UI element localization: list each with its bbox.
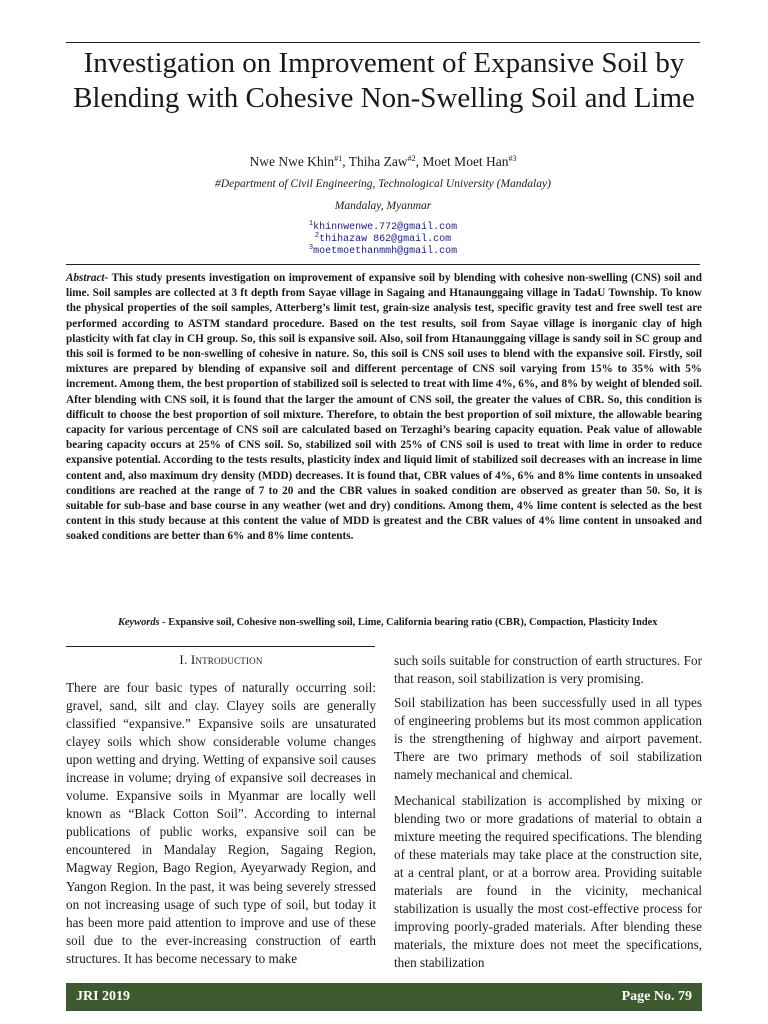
email-address[interactable]: khinnwenwe.772@gmail.com bbox=[313, 222, 458, 233]
page-footer bbox=[66, 983, 702, 1011]
section-rule bbox=[66, 646, 375, 647]
email-entry[interactable] bbox=[66, 234, 700, 246]
author-name: Nwe Nwe Khin bbox=[249, 154, 335, 169]
paper-title: Investigation on Improvement of Expansive Soil by Blending with Cohesive Non-Swelling Soil and Lime bbox=[73, 47, 695, 114]
abstract-label: Abstract- bbox=[66, 272, 109, 284]
email-mark: 1 bbox=[308, 220, 314, 228]
email-mark: 3 bbox=[308, 244, 314, 252]
section-heading-introduction: I. Introduction bbox=[179, 652, 263, 667]
author-name: Thiha Zaw bbox=[348, 154, 408, 169]
email-address[interactable]: thihazaw 862@gmail.com bbox=[319, 234, 452, 245]
author-mark: #2 bbox=[407, 154, 416, 163]
email-entry[interactable] bbox=[66, 222, 700, 234]
affiliation-city: Mandalay, Myanmar bbox=[334, 200, 432, 212]
keywords bbox=[118, 616, 759, 630]
author-name: Moet Moet Han bbox=[422, 154, 509, 169]
abstract-rule bbox=[66, 264, 700, 265]
abstract bbox=[66, 271, 702, 545]
email-address[interactable]: moetmoethanmmh@gmail.com bbox=[313, 246, 458, 257]
keywords-label: Keywords - bbox=[118, 617, 166, 628]
intro-right-paragraph-1: such soils suitable for construction of earth structures. For that reason, soil stabilization is very promising. bbox=[394, 653, 702, 687]
keywords-text: Expansive soil, Cohesive non-swelling soil, Lime, California bearing ratio (CBR), Compaction, Plasticity Index bbox=[165, 617, 658, 628]
intro-left-paragraph: There are four basic types of naturally occurring soil: gravel, sand, silt and clay. Clayey soils are generally classified “expansive.” Expansive soils are unsaturated clayey soils which show considerable volume changes upon wetting and drying. Wetting of expansive soil causes increase in volume; drying of expansive soil decreases in volume. Expansive soils in Myanmar are locally well known as “Black Cotton Soil”. According to internal publications of public works, expansive soil can be encountered in Mandalay Region, Sagaing Region, Magway Region, Bago Region, Ayeyarwady Region, and Yangon Region. In the past, it was being severely stressed on not increasing usage of such type of soil, but today it has been more paid attention to improve and use of these soil due to the ever-increasing construction of earth structures. It has become necessary to make bbox=[66, 680, 376, 966]
author-separator: , bbox=[342, 154, 349, 169]
author-line bbox=[66, 154, 700, 170]
abstract-text: This study presents investigation on improvement of expansive soil by blending with cohesive non-swelling (CNS) soil and lime. Soil samples are collected at 3 ft depth from Sayae village in Sagaing and Htanaunggaing village in TadaU Township. To know the physical properties of the soil samples, Atterberg’s limit test, grain-size analysis test, specific gravity test and free swell test are performed according to ASTM standard procedure. Based on the test results, soil from Sayae village is inorganic clay of high plasticity with fat clay in CH group. So, this soil is expansive soil. Also, soil from Htanaunggaing village is sandy soil in SC group and this soil is formed to be non-swelling of cohesive in nature. So, this soil is CNS soil uses to blend with the expansive soil. Firstly, soil mixtures are prepared by blending of expansive soil and different percentage of CNS soil varying from 15% to 35% with 5% increment. Among them, the best proportion of stabilized soil is selected to treat with lime 4%, 6%, and 8% by weight of blended soil. After blending with CNS soil, it is found that the larger the amount of CNS soil, the greater the values of CBR. So, this condition is difficult to choose the best proportion of soil mixture. Therefore, to obtain the best proportion of soil mixture, the allowable bearing capacity for various percentage of CNS soil are calculated based on Terzaghi’s bearing capacity equation. Peak value of allowable bearing capacity occurs at 25% of CNS soil. So, stabilized soil with 25% of CNS soil is used to treat with lime in order to reduce expansive potential. According to the tests results, plasticity index and liquid limit of stabilized soil decreases with an increase in lime content and, also maximum dry density (MDD) decreases. It is found that, CBR values of 4%, 6% and 8% lime contents in unsoaked conditions are reached at the range of 7 to 20 and the CBR values in soaked condition are observed as greater than 50. So, it is suitable for sub-base and base course in any weather (wet and dry) conditions. Among them, 4% lime content is selected as the best content in this study because at this content the value of MDD is greatest and the CBR values of 4% lime content in unsoaked and soaked conditions are better than 6% and 8% lime contents. bbox=[66, 272, 702, 543]
email-list bbox=[66, 222, 700, 258]
email-mark: 2 bbox=[314, 232, 320, 240]
intro-right-paragraph-2: Soil stabilization has been successfully used in all types of engineering problems but its most common application is the strengthening of highway and airport pavement. There are two primary methods of soil stabilization namely mechanical and chemical. bbox=[394, 695, 702, 783]
footer-journal: JRI 2019 bbox=[76, 989, 131, 1004]
affiliation: #Department of Civil Engineering, Technological University (Mandalay) bbox=[215, 178, 551, 190]
top-rule bbox=[66, 42, 700, 43]
author-mark: #1 bbox=[334, 154, 343, 163]
intro-right-paragraph-3: Mechanical stabilization is accomplished by mixing or blending two or more gradations of material to obtain a mixture meeting the required specifications. The blending of these materials may take place at the construction site, at a central plant, or at a borrow area. Providing suitable materials are found in the vicinity, mechanical stabilization is usually the most cost-effective process for improving poorly-graded materials. After blending these materials, the mixture does not meet the specifications, then stabilization bbox=[394, 793, 702, 971]
footer-page-number: Page No. 79 bbox=[621, 989, 692, 1004]
author-separator: , bbox=[415, 154, 423, 169]
email-entry[interactable] bbox=[66, 246, 700, 258]
author-mark: #3 bbox=[508, 154, 517, 163]
